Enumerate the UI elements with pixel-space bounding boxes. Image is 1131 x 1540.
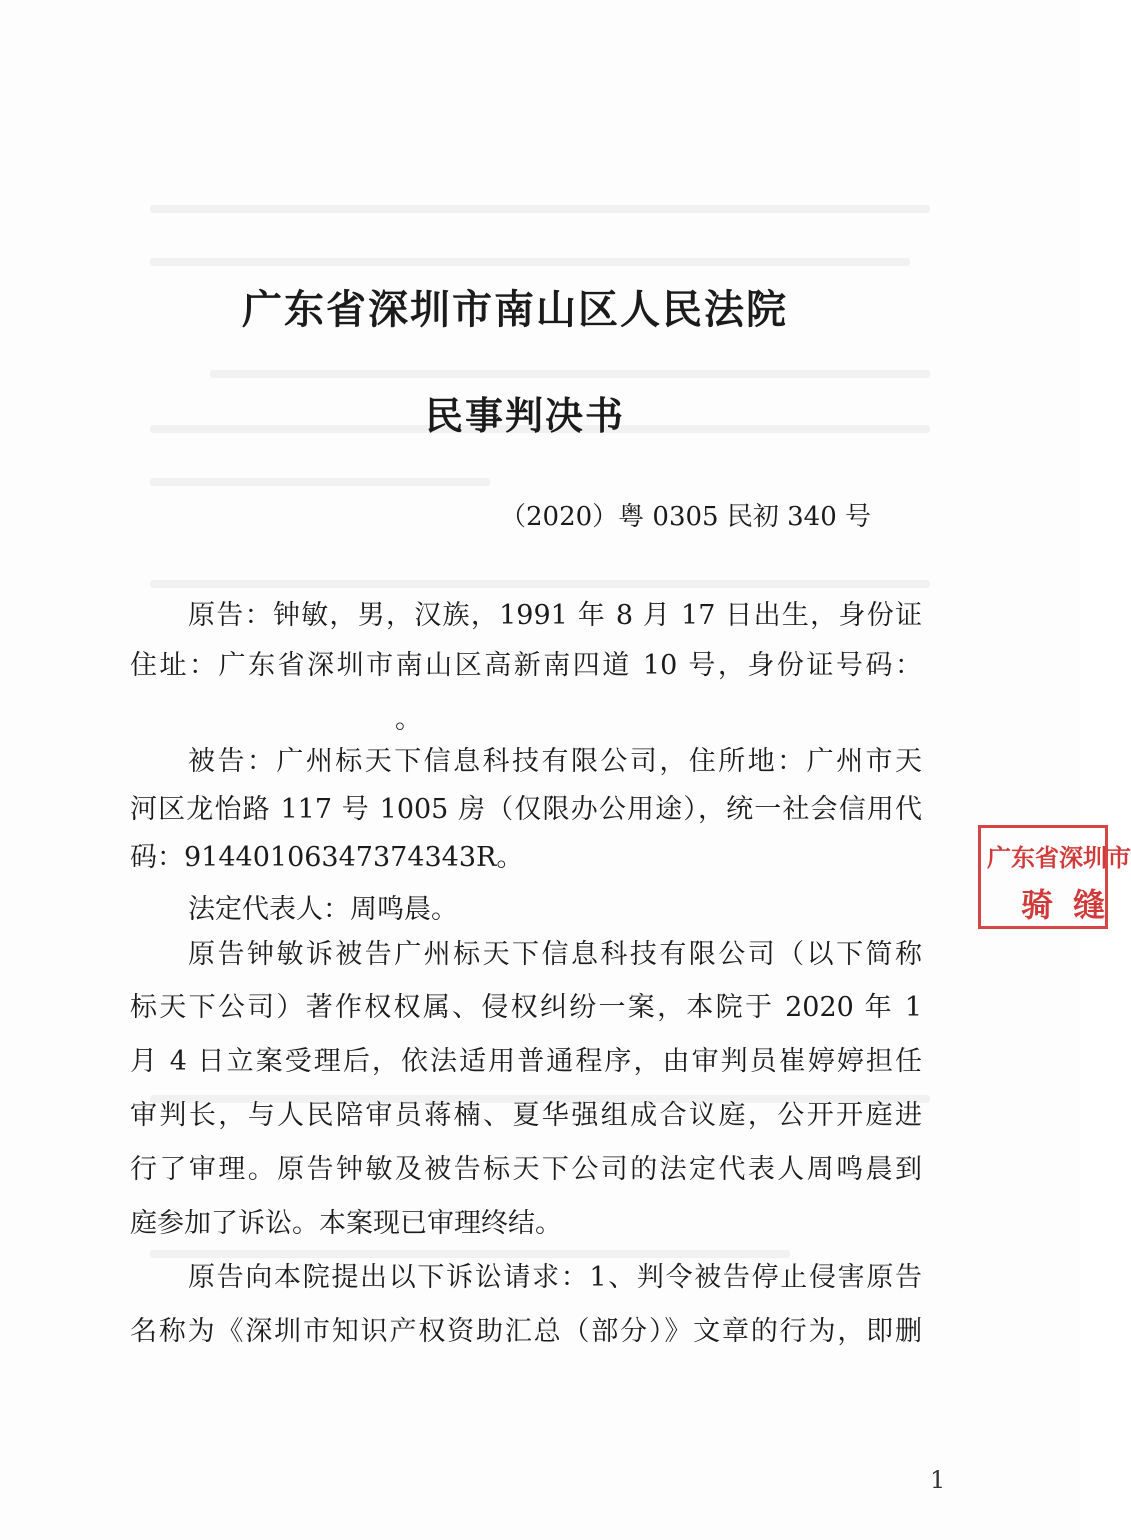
body-line: 被告：广州标天下信息科技有限公司，住所地：广州市天 (188, 746, 922, 777)
body-line: 原告向本院提出以下诉讼请求：1、判令被告停止侵害原告 (188, 1262, 922, 1293)
bleed-through-mark (150, 1250, 790, 1258)
body-line: 名称为《深圳市知识产权资助汇总（部分）》文章的行为，即删 (130, 1316, 922, 1347)
body-line: 标天下公司）著作权权属、侵权纠纷一案，本院于 2020 年 1 (130, 992, 922, 1023)
body-line: 原告钟敏诉被告广州标天下信息科技有限公司（以下简称 (188, 939, 922, 970)
body-line: 庭参加了诉讼。本案现已审理终结。 (130, 1208, 562, 1239)
body-line: 码：91440106347374343R。 (130, 842, 524, 873)
bleed-through-mark (150, 478, 490, 486)
body-line: 河区龙怡路 117 号 1005 房（仅限办公用途），统一社会信用代 (130, 794, 922, 825)
body-line: 住址：广东省深圳市南山区高新南四道 10 号，身份证号码： (130, 650, 922, 681)
seal-text-top: 广东省深圳市 (987, 844, 1131, 872)
court-seal-stamp (978, 825, 1131, 929)
body-line: 行了审理。原告钟敏及被告标天下公司的法定代表人周鸣晨到 (130, 1154, 922, 1185)
court-name-heading: 广东省深圳市南山区人民法院 (242, 286, 788, 333)
document-type-heading: 民事判决书 (424, 393, 625, 438)
body-line: 月 4 日立案受理后，依法适用普通程序，由审判员崔婷婷担任 (130, 1046, 922, 1077)
bleed-through-mark (150, 258, 910, 266)
body-line: 原告：钟敏，男，汉族，1991 年 8 月 17 日出生，身份证 (188, 600, 922, 631)
case-number: （2020）粤 0305 民初 340 号 (500, 502, 872, 532)
seal-text-bottom: 骑缝 (1021, 886, 1126, 924)
bleed-through-mark (150, 580, 930, 588)
body-line: 。 (395, 704, 422, 735)
body-line: 审判长，与人民陪审员蒋楠、夏华强组成合议庭，公开开庭进 (130, 1100, 922, 1131)
page-number: 1 (930, 1466, 946, 1494)
bleed-through-mark (210, 370, 930, 378)
body-line: 法定代表人：周鸣晨。 (188, 894, 458, 925)
bleed-through-mark (150, 205, 930, 213)
